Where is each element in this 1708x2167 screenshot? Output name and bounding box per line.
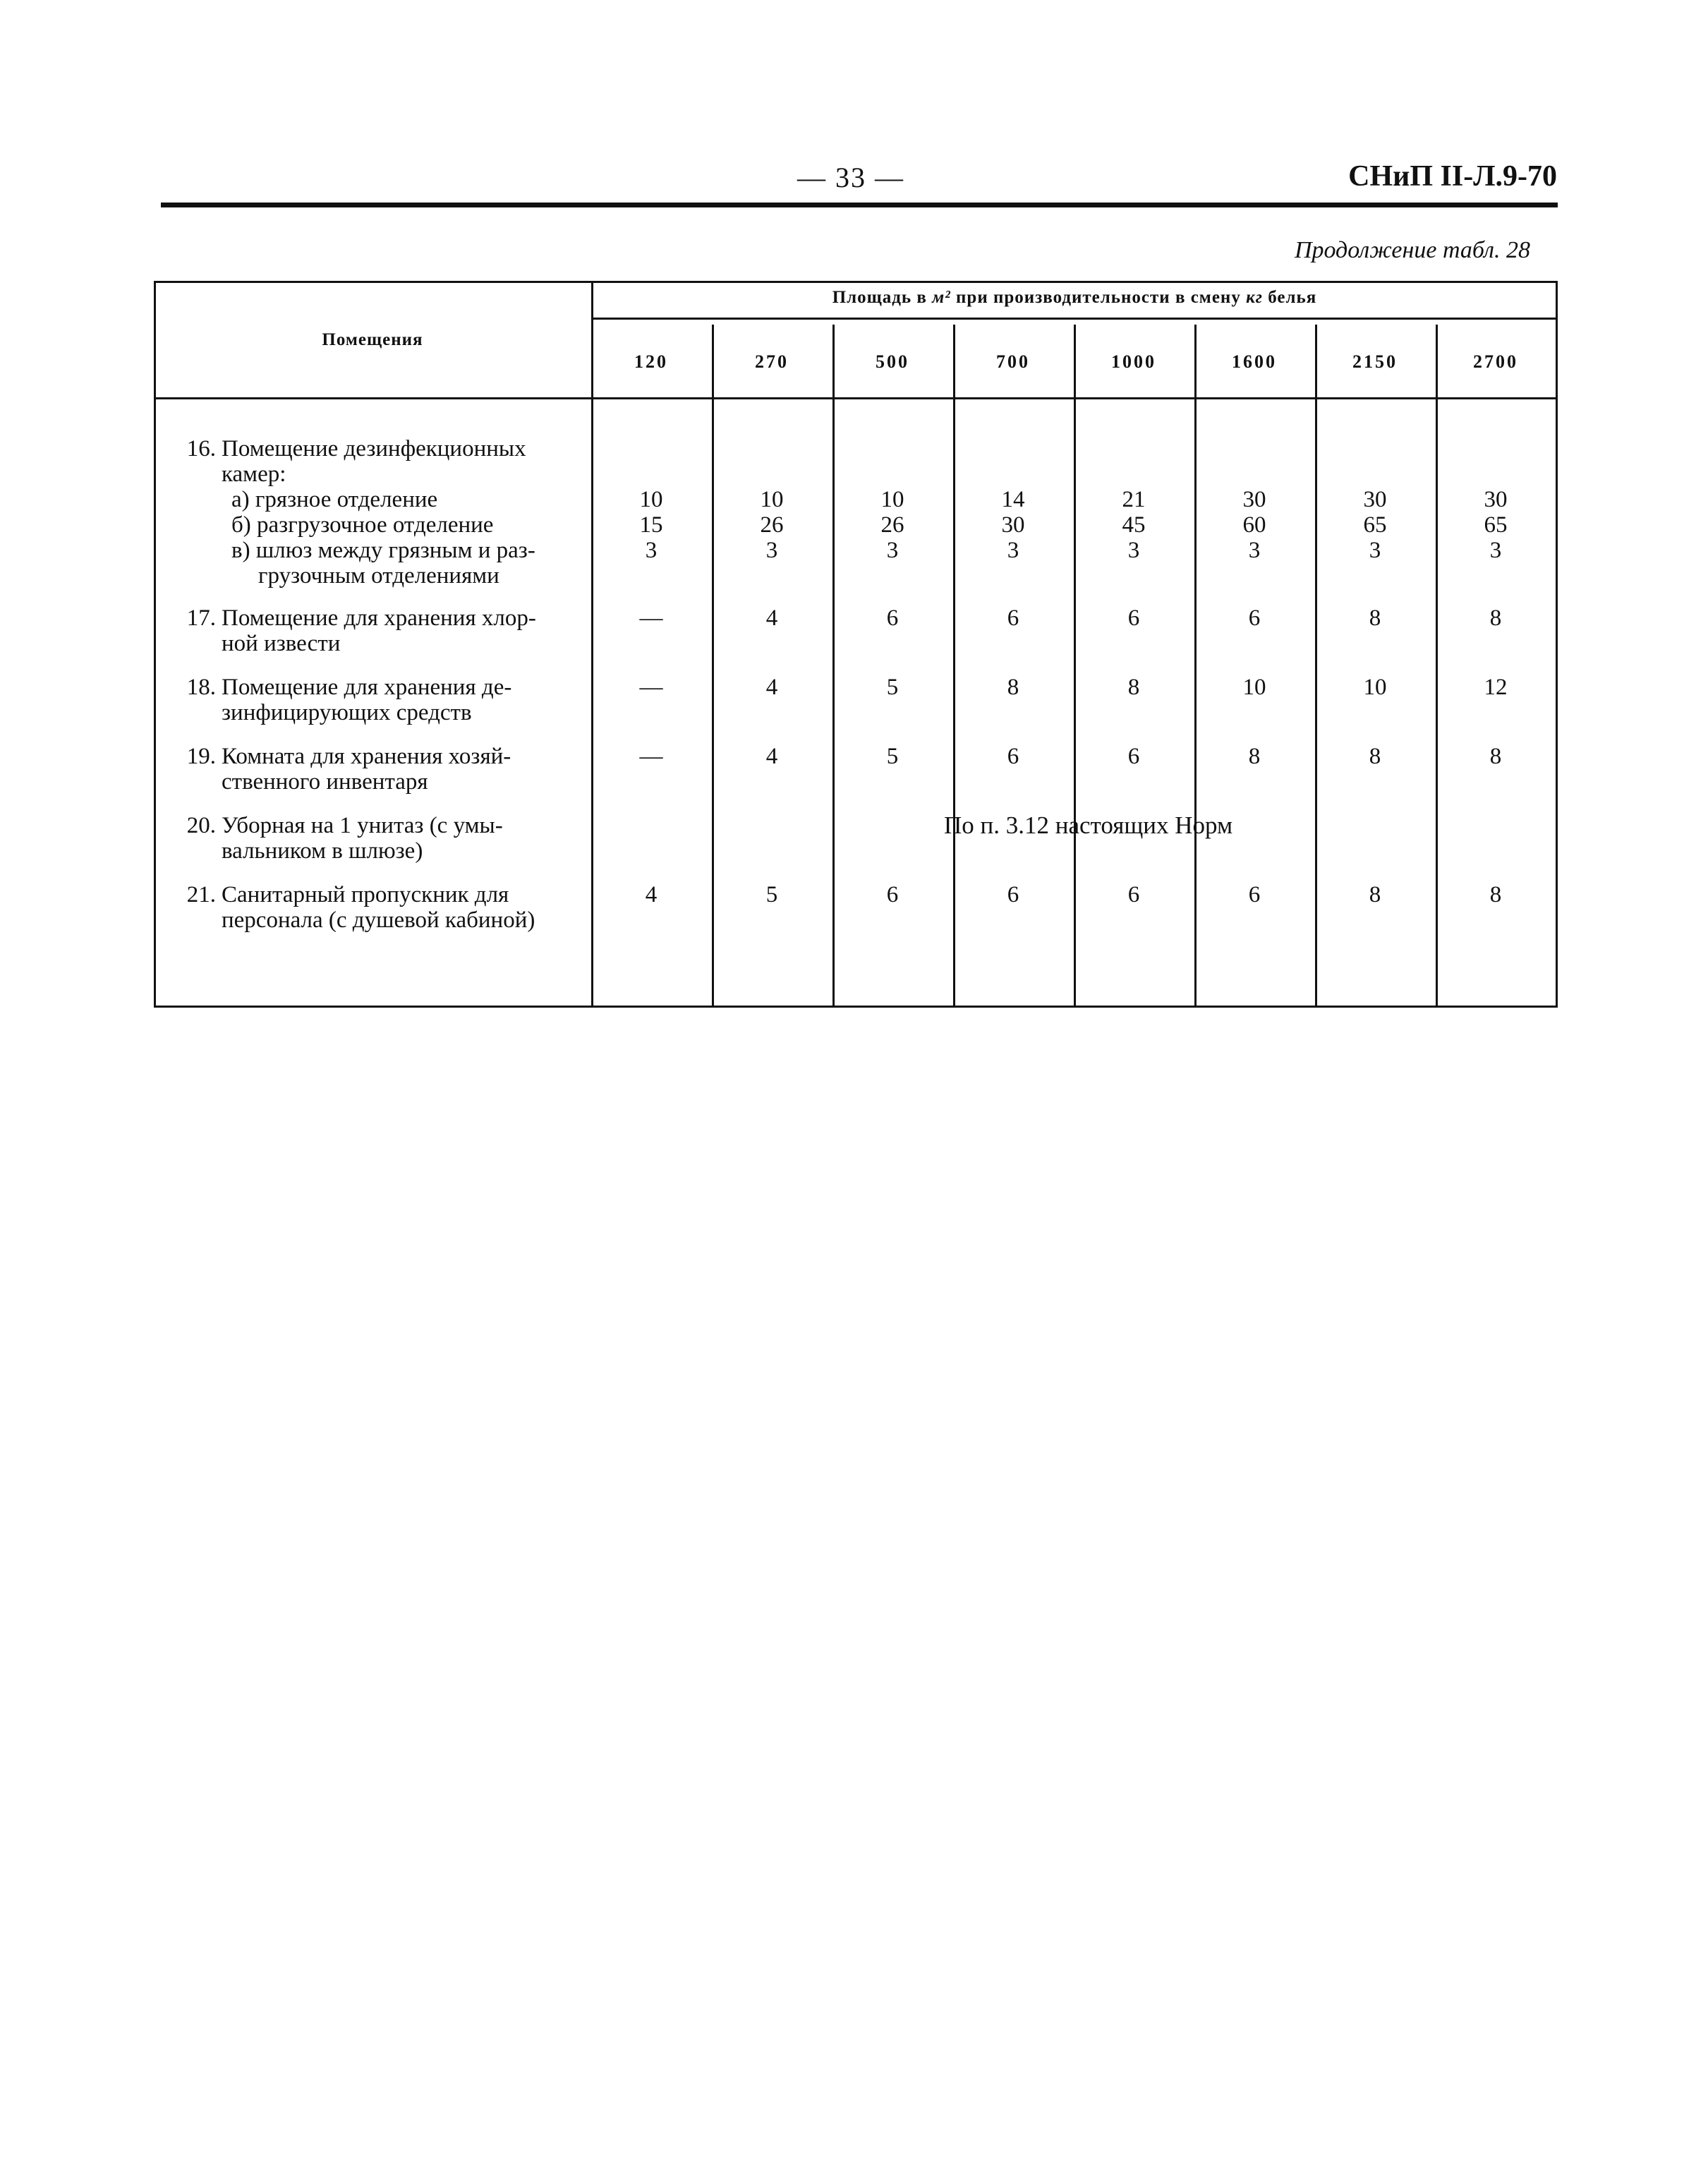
- table-cell: 3: [1007, 538, 1019, 563]
- table-cell: 6: [1007, 744, 1019, 769]
- table-cell: 3: [765, 538, 778, 563]
- table-cell: 6: [886, 605, 899, 631]
- room-name-line: Уборная на 1 унитаз (с умы-: [222, 813, 503, 838]
- table-cell: 6: [1248, 605, 1261, 631]
- room-name: [222, 813, 574, 864]
- table-cell: 4: [765, 675, 778, 700]
- table-cell: 6: [886, 882, 899, 907]
- table-span-header-divider: [591, 318, 1558, 320]
- room-name: [222, 675, 574, 725]
- table-cell: 3: [1369, 538, 1381, 563]
- room-name-line: грузочным отделениями: [258, 563, 499, 588]
- table-cell: 3: [645, 538, 658, 563]
- room-name-line: камер:: [222, 461, 286, 487]
- room-name: [222, 436, 574, 588]
- table-cell: 14: [1001, 487, 1025, 512]
- table-cell: 5: [765, 882, 778, 907]
- table-cell: 3: [886, 538, 899, 563]
- row-number: 16.: [186, 436, 216, 461]
- table-cell: 26: [760, 512, 784, 538]
- room-name-line: зинфицирующих средств: [222, 700, 472, 725]
- table-cell: 8: [1248, 744, 1261, 769]
- table-cell: 30: [1001, 512, 1025, 538]
- column-header: 120: [634, 351, 668, 372]
- room-name-line: б) разгрузочное отделение: [231, 512, 494, 538]
- table-cell: 8: [1127, 675, 1140, 700]
- room-name-line: в) шлюз между грязным и раз-: [231, 538, 535, 563]
- room-name: [222, 605, 574, 656]
- page-number: — 33 —: [797, 162, 904, 193]
- table-cell: 6: [1127, 605, 1140, 631]
- table-cell: 30: [1484, 487, 1508, 512]
- table-cell: 65: [1363, 512, 1387, 538]
- table-cell: 45: [1122, 512, 1146, 538]
- table-cell: 60: [1242, 512, 1266, 538]
- table-cell: 8: [1007, 675, 1019, 700]
- table-cell: 6: [1127, 744, 1140, 769]
- table-cell: 30: [1242, 487, 1266, 512]
- column-header: 1000: [1111, 351, 1156, 372]
- table-cell: 15: [639, 512, 663, 538]
- room-column-header: Помещения: [322, 330, 423, 349]
- table-cell: 3: [1489, 538, 1502, 563]
- table-cell: 4: [765, 744, 778, 769]
- area-span-header: Площадь в м² при производительности в смену кг белья: [832, 288, 1317, 307]
- column-header: 1600: [1232, 351, 1277, 372]
- table-cell: 65: [1484, 512, 1508, 538]
- room-name-line: вальником в шлюзе): [222, 838, 423, 864]
- table-cell: 4: [645, 882, 658, 907]
- table-cell: 6: [1007, 605, 1019, 631]
- table-header-bottom-border: [154, 397, 1558, 399]
- room-name-line: персонала (с душевой кабиной): [222, 907, 535, 933]
- table-cell: 8: [1489, 605, 1502, 631]
- table-cell: 4: [765, 605, 778, 631]
- table-cell: 8: [1489, 744, 1502, 769]
- data-table: [154, 281, 1558, 1008]
- room-name-line: ной извести: [222, 631, 341, 656]
- table-cell: 12: [1484, 675, 1508, 700]
- column-header: 2150: [1352, 351, 1398, 372]
- column-header: 500: [876, 351, 909, 372]
- document-code: СНиП II-Л.9-70: [1348, 160, 1557, 193]
- header-rule: [161, 203, 1558, 207]
- room-name-line: Помещение для хранения де-: [222, 675, 512, 700]
- table-left-border: [154, 281, 156, 1008]
- row-number: 19.: [186, 744, 216, 769]
- row-number: 18.: [186, 675, 216, 700]
- column-header: 2700: [1473, 351, 1518, 372]
- table-cell: 3: [1248, 538, 1261, 563]
- spanning-note: По п. 3.12 настоящих Норм: [944, 811, 1233, 839]
- room-name-line: Санитарный пропускник для: [222, 882, 509, 907]
- row-number: 21.: [186, 882, 216, 907]
- table-cell: 10: [1242, 675, 1266, 700]
- table-cell: —: [639, 744, 663, 769]
- table-cell: 26: [880, 512, 904, 538]
- table-cell: —: [639, 675, 663, 700]
- room-name-line: Комната для хранения хозяй-: [222, 744, 511, 769]
- column-header: 700: [996, 351, 1030, 372]
- table-cell: 8: [1369, 882, 1381, 907]
- room-name-line: а) грязное отделение: [231, 487, 438, 512]
- table-cell: 8: [1489, 882, 1502, 907]
- table-cell: 6: [1127, 882, 1140, 907]
- room-name: [222, 882, 574, 933]
- table-cell: 21: [1122, 487, 1146, 512]
- table-right-border: [1556, 281, 1558, 1008]
- table-cell: —: [639, 605, 663, 631]
- table-cell: 10: [760, 487, 784, 512]
- table-cell: 8: [1369, 605, 1381, 631]
- table-cell: 8: [1369, 744, 1381, 769]
- room-name-line: Помещение для хранения хлор-: [222, 605, 536, 631]
- row-number: 17.: [186, 605, 216, 631]
- room-name: [222, 744, 574, 795]
- table-continuation-caption: Продолжение табл. 28: [1294, 237, 1530, 263]
- column-header: 270: [755, 351, 789, 372]
- room-name-line: ственного инвентаря: [222, 769, 428, 795]
- table-cell: 30: [1363, 487, 1387, 512]
- table-cell: 3: [1127, 538, 1140, 563]
- table-cell: 6: [1007, 882, 1019, 907]
- table-cell: 5: [886, 744, 899, 769]
- table-bottom-border: [154, 1006, 1558, 1008]
- table-cell: 10: [880, 487, 904, 512]
- table-cell: 6: [1248, 882, 1261, 907]
- table-cell: 10: [639, 487, 663, 512]
- table-cell: 10: [1363, 675, 1387, 700]
- room-name-line: Помещение дезинфекционных: [222, 436, 526, 461]
- table-top-border: [154, 281, 1558, 283]
- table-cell: 5: [886, 675, 899, 700]
- row-number: 20.: [186, 813, 216, 838]
